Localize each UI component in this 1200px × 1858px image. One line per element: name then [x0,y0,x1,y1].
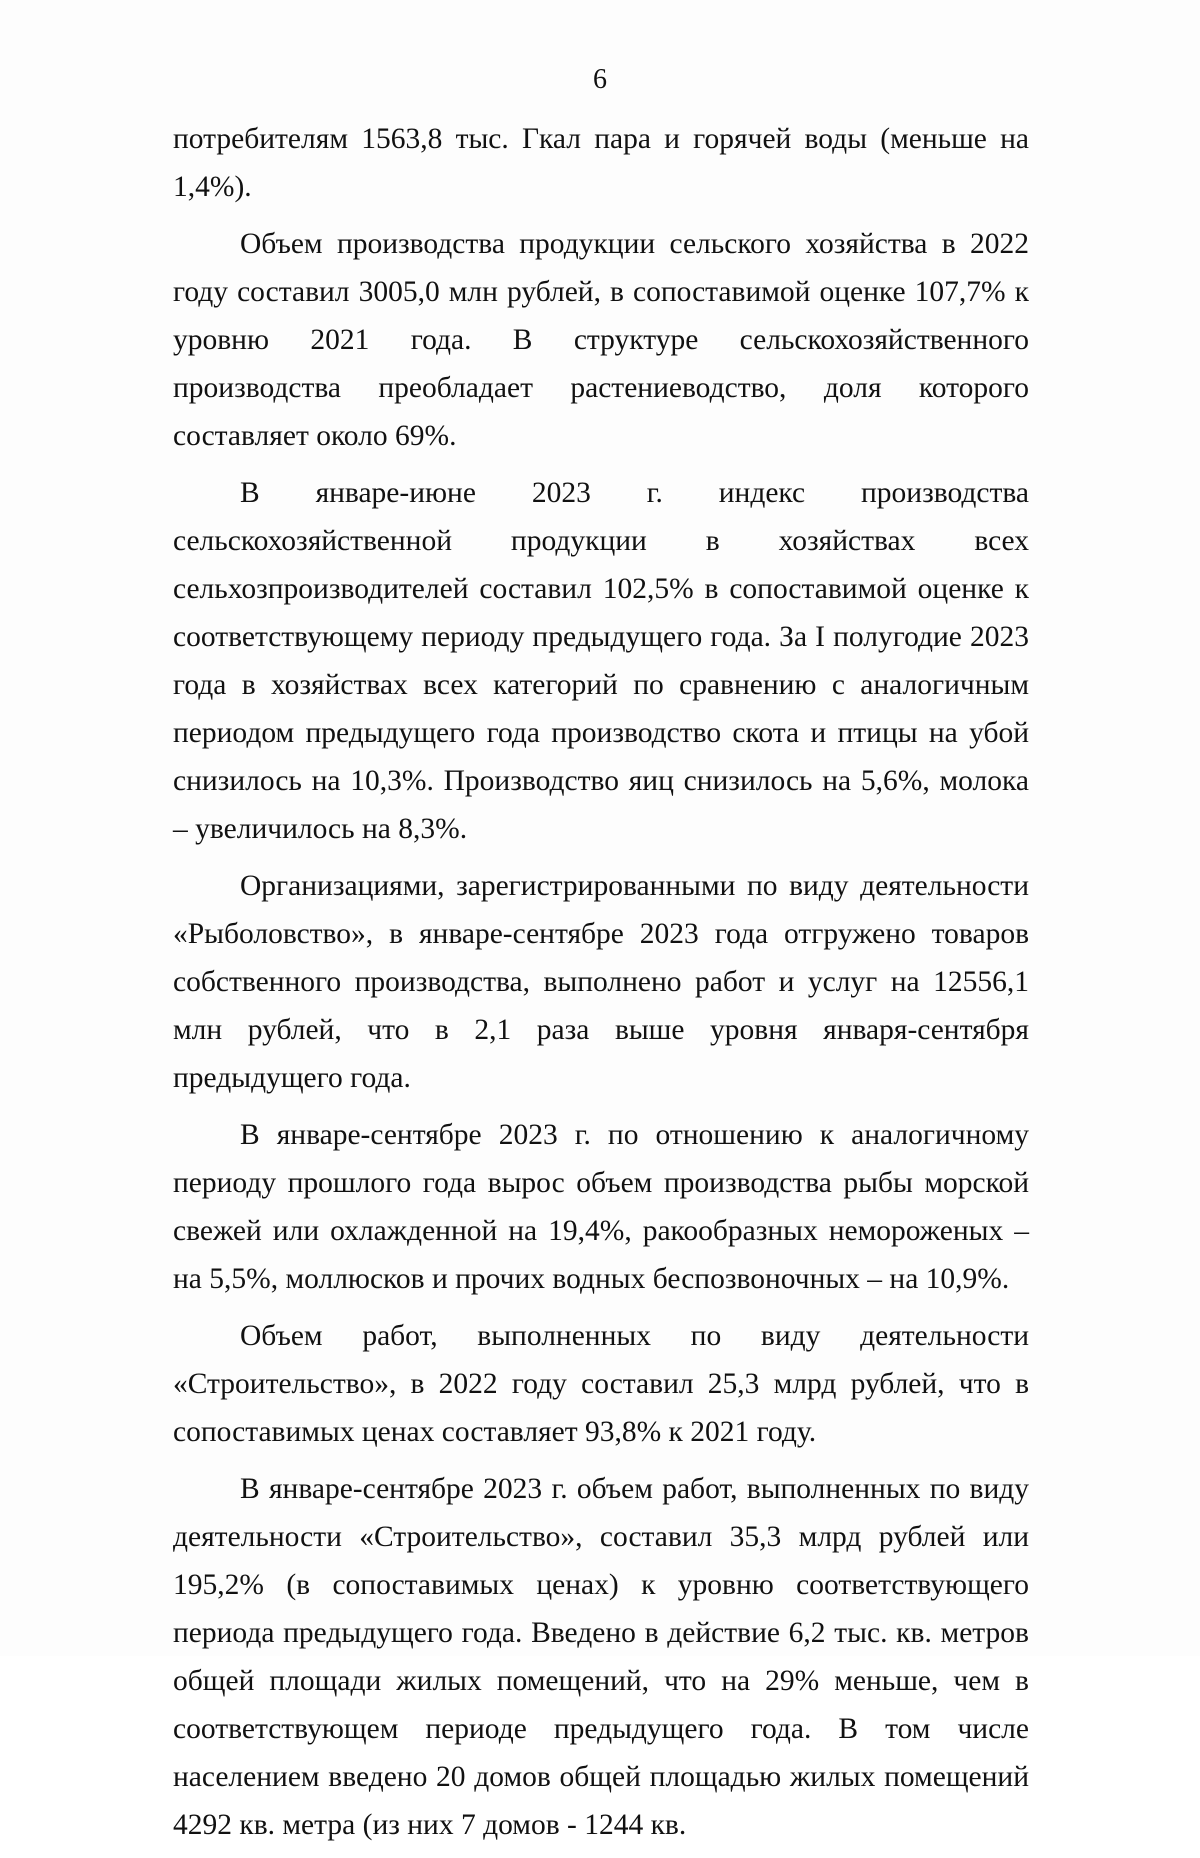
paragraph-agriculture-h1-2023: В январе-июне 2023 г. индекс производства сельскохозяйственной продукции в хозяйствах всех сельхозпроизводителей составил 102,5% в сопоставимой оценке к соответствующему периоду предыдущего года. За I полугодие 2023 года в хозяйствах всех категорий по сравнению с аналогичным периодом предыдущего года производство скота и птицы на убой снизилось на 10,3%. Производство яиц снизилось на 5,6%, молока – увеличилось на 8,3%. [173,477,1029,845]
paragraph-construction-2022: Объем работ, выполненных по виду деятельности «Строительство», в 2022 году составил 25,3 млрд рублей, что в сопоставимых ценах составляет 93,8% к 2021 году. [173,1320,1029,1448]
paragraph-agriculture-2022: Объем производства продукции сельского хозяйства в 2022 году составил 3005,0 млн рублей, в сопоставимой оценке 107,7% к уровню 2021 года. В структуре сельскохозяйственного производства преобладает растениеводство, доля которого составляет около 69%. [173,228,1029,452]
paragraph-fishing-shipments: Организациями, зарегистрированными по виду деятельности «Рыболовство», в январе-сентябре 2023 года отгружено товаров собственного производства, выполнено работ и услуг на 12556,1 млн рублей, что в 2,1 раза выше уровня января-сентября предыдущего года. [173,870,1029,1094]
paragraph-heat-supply-continuation: потребителям 1563,8 тыс. Гкал пара и горячей воды (меньше на 1,4%). [173,123,1029,203]
document-body [173,115,1029,1858]
page-number: 6 [593,64,607,95]
paragraph-fish-production: В январе-сентябре 2023 г. по отношению к аналогичному периоду прошлого года вырос объем производства рыбы морской свежей или охлажденной на 19,4%, ракообразных немороженых – на 5,5%, моллюсков и прочих водных беспозвоночных – на 10,9%. [173,1119,1029,1295]
paragraph-construction-2023: В январе-сентябре 2023 г. объем работ, выполненных по виду деятельности «Строительство», составил 35,3 млрд рублей или 195,2% (в сопоставимых ценах) к уровню соответствующего периода предыдущего года. Введено в действие 6,2 тыс. кв. метров общей площади жилых помещений, что на 29% меньше, чем в соответствующем периоде предыдущего года. В том числе населением введено 20 домов общей площадью жилых помещений 4292 кв. метра (из них 7 домов - 1244 кв. [173,1473,1029,1841]
